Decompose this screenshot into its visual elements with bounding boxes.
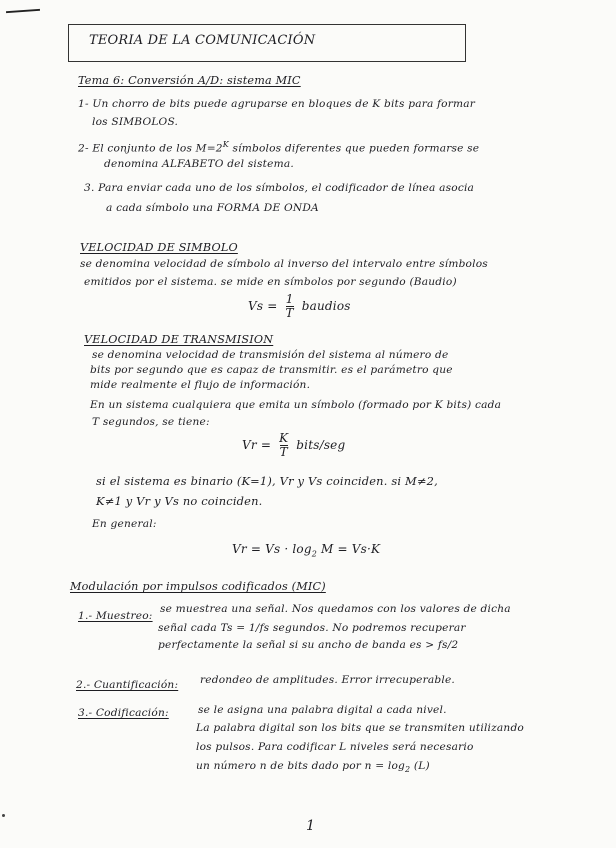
page-title: TEORIA DE LA COMUNICACIÓN bbox=[89, 33, 316, 48]
tema-item-2-line2: denomina ALFABETO del sistema. bbox=[104, 158, 294, 170]
vt-general: En general: bbox=[92, 518, 157, 530]
mic-cod-3: los pulsos. Para codificar L niveles será necesario bbox=[196, 741, 474, 753]
mic-cuant: redondeo de amplitudes. Error irrecuperable. bbox=[200, 674, 456, 686]
mic-cod-4 bbox=[196, 760, 430, 774]
vt-general-sub: 2 bbox=[311, 549, 317, 559]
page-number: 1 bbox=[306, 818, 316, 834]
tema-item-3 bbox=[84, 182, 474, 194]
vt-line3: mide realmente el flujo de información. bbox=[90, 379, 311, 391]
vt-line2: bits por segundo que es capaz de transmitir. es el parámetro que bbox=[90, 364, 453, 376]
tema-item-2-line1b: símbolos diferentes que pueden formarse se bbox=[228, 142, 480, 155]
mic-cuant-label: 2.- Cuantificación: bbox=[76, 679, 179, 691]
mic-cod-4-sub: 2 bbox=[405, 765, 411, 775]
vt-formula-frac bbox=[279, 432, 288, 459]
vt-formula-lhs: Vr = bbox=[242, 438, 272, 452]
tema-item-1-line2: los SIMBOLOS. bbox=[92, 116, 179, 128]
vt-line1: se denomina velocidad de transmisión del sistema al número de bbox=[92, 349, 449, 361]
vs-formula-lhs: Vs = bbox=[248, 299, 278, 313]
vt-formula bbox=[242, 432, 345, 459]
vt-general-formula-a: Vr = Vs · log bbox=[232, 542, 312, 556]
tema-item-1 bbox=[78, 98, 475, 110]
vt-formula-num: K bbox=[279, 431, 289, 445]
vt-binary1: si el sistema es binario (K=1), Vr y Vs coinciden. si M≠2, bbox=[96, 474, 438, 488]
vs-heading: VELOCIDAD DE SIMBOLO bbox=[80, 241, 238, 254]
vs-formula-unit: baudios bbox=[301, 299, 351, 313]
tema-item-2-sup: K bbox=[222, 140, 229, 149]
tema-heading: Tema 6: Conversión A/D: sistema MIC bbox=[78, 74, 301, 87]
mic-heading: Modulación por impulsos codificados (MIC) bbox=[70, 580, 326, 593]
vt-formula-den: T bbox=[279, 445, 288, 459]
vs-formula bbox=[248, 293, 351, 320]
vt-heading: VELOCIDAD DE TRANSMISION bbox=[84, 333, 274, 346]
vt-general-formula-b: M = Vs·K bbox=[317, 542, 381, 556]
vt-line5: T segundos, se tiene: bbox=[92, 416, 210, 428]
vs-formula-frac bbox=[286, 293, 294, 320]
tema-item-1-num: 1- bbox=[78, 98, 89, 110]
mic-muestreo-3: perfectamente la señal si su ancho de banda es > fs/2 bbox=[158, 639, 459, 651]
mic-cod-4-b: (L) bbox=[410, 760, 430, 772]
tema-item-2 bbox=[78, 140, 479, 155]
tema-item-3-line2: a cada símbolo una FORMA DE ONDA bbox=[106, 202, 319, 214]
title-box bbox=[68, 24, 466, 62]
mic-muestreo-label: 1.- Muestreo: bbox=[78, 610, 153, 622]
vt-formula-unit: bits/seg bbox=[296, 438, 346, 452]
mic-cod-1: se le asigna una palabra digital a cada nivel. bbox=[198, 704, 447, 716]
vs-formula-num: 1 bbox=[285, 292, 294, 306]
scan-mark bbox=[6, 9, 40, 13]
tema-item-3-line1: Para enviar cada uno de los símbolos, el codificador de línea asocia bbox=[98, 182, 475, 194]
vt-binary2: K≠1 y Vr y Vs no coinciden. bbox=[96, 494, 263, 508]
vt-line4: En un sistema cualquiera que emita un símbolo (formado por K bits) cada bbox=[90, 399, 502, 411]
tema-item-1-line1: Un chorro de bits puede agruparse en bloques de K bits para formar bbox=[92, 98, 476, 110]
mic-cod-label: 3.- Codificación: bbox=[78, 707, 169, 719]
vs-line1: se denomina velocidad de símbolo al inverso del intervalo entre símbolos bbox=[80, 258, 488, 270]
mic-muestreo-1: se muestrea una señal. Nos quedamos con los valores de dicha bbox=[160, 603, 511, 615]
mic-cod-4-a: un número n de bits dado por n = log bbox=[196, 760, 406, 772]
scan-dot bbox=[2, 814, 5, 817]
vt-general-formula bbox=[232, 542, 380, 558]
mic-cod-2: La palabra digital son los bits que se transmiten utilizando bbox=[196, 722, 525, 734]
vs-line2: emitidos por el sistema. se mide en símbolos por segundo (Baudio) bbox=[84, 276, 457, 288]
mic-muestreo-2: señal cada Ts = 1/fs segundos. No podremos recuperar bbox=[158, 622, 466, 634]
tema-item-2-line1: El conjunto de los M=2 bbox=[92, 142, 223, 155]
tema-item-3-num: 3. bbox=[84, 182, 95, 194]
tema-item-2-num: 2- bbox=[78, 142, 89, 155]
vs-formula-den: T bbox=[285, 306, 294, 320]
